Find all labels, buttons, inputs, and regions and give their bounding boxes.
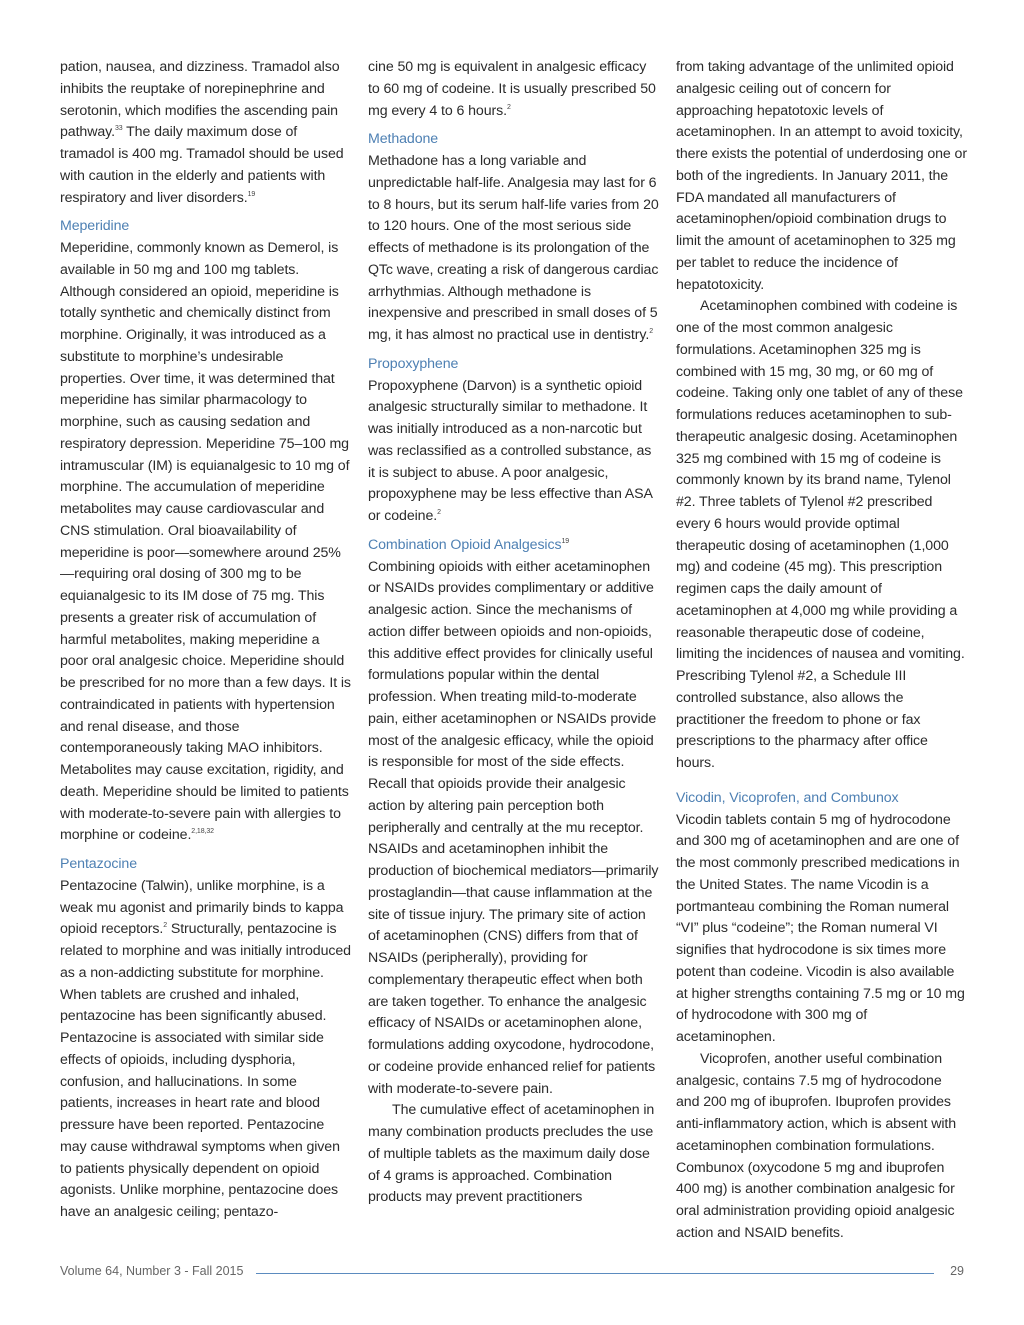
citation: 2 [163, 922, 167, 930]
paragraph-tylenol: Acetaminophen combined with codeine is one of the most common analgesic formulations. Acetaminophen 325 mg is combined with 15 mg, 30 mg, or 60 mg of codeine. Taking only one tablet of any of these formulations reduces acetaminophen to sub-therapeutic analgesic dosing. Acetaminophen 325 mg combined with 15 mg of codeine is commonly known by its brand name, Tylenol #2. Three tablets of Tylenol #2 prescribed every 6 hours would provide optimal therapeutic dosing of acetaminophen (1,000 mg) and codeine (45 mg). This prescription regimen caps the daily amount of acetaminophen at 4,000 mg while providing a reasonable therapeutic dose of codeine, limiting the incidences of nausea and vomiting. Prescribing Tylenol #2, a Schedule III controlled substance, also allows the practitioner the freedom to phone or fax prescriptions to the pharmacy after office hours. [676, 298, 965, 771]
citation: 2 [506, 103, 511, 111]
paragraph-pentazocine: Pentazocine (Talwin), unlike morphine, is a weak mu agonist and primarily binds to kappa opioid receptors.$^2$ Structurally, pentazocine is related to morphine and was initially introduced as a non-addicting substitute for morphine. When tablets are crushed and inhaled, pentazocine has been significantly abused. Pentazocine is associated with similar side effects of opioids, including dysphoria, confusion, and hallucinations. In some patients, increases in heart rate and blood pressure have been reported. Pentazocine may cause withdrawal symptoms when given to patients physically dependent on opioid agonists. Unlike morphine, pentazocine does have an analgesic ceiling; pentazo- [60, 877, 351, 1220]
page-number: 29 [950, 1264, 964, 1278]
paragraph-meperidine: Meperidine, commonly known as Demerol, is available in 50 mg and 100 mg tablets. Although considered an opioid, meperidine is totally synthetic and chemically distinct from morphine. Originally, it was introduced as a substitute to morphine’s undesirable properties. Over time, it was determined that meperidine has similar pharmacology to morphine, such as causing sedation and respiratory depression. Meperidine 75–100 mg intramuscular (IM) is equianalgesic to 10 mg of morphine. The accumulation of meperidine metabolites may cause cardiovascular and CNS stimulation. Oral bioavailability of meperidine is poor—somewhere around 25%—requiring oral dosing of 300 mg to be equianalgesic to its IM dose of 75 mg. This presents a greater risk of accumulation of harmful metabolites, making meperidine a poor oral analgesic choice. Meperidine should be prescribed for no more than a few days. It is contraindicated in patients with hypertension and renal disease, and those contemporaneously taking MAO inhibitors. Metabolites may cause excitation, rigidity, and death. Meperidine should be limited to patients with moderate-to-severe pain with allergies to morphine or codeine.$^{2,18,32}$ [60, 240, 351, 844]
citation: 2,18,32 [191, 828, 214, 836]
paragraph-propoxyphene: Propoxyphene (Darvon) is a synthetic opioid analgesic structurally similar to methadone. It was initially introduced as a non-narcotic but was reclassified as a controlled substance, as it is subject to abuse. A poor analgesic, propoxyphene may be less effective than ASA or codeine.$^2$ [368, 377, 653, 524]
column-3 [676, 57, 967, 1245]
citation: 2 [437, 509, 441, 516]
paragraph-hepatotoxicity: from taking advantage of the unlimited opioid analgesic ceiling out of concern for approaching hepatotoxic levels of acetaminophen. In an attempt to avoid toxicity, there exists the potential of underdosing one or both of the ingredients. In January 2011, the FDA mandated all manufacturers of acetaminophen/opioid combination drugs to limit the amount of acetaminophen to 325 mg per tablet to reduce the incidence of hepatotoxicity. [676, 59, 967, 293]
footer-rule [256, 1273, 934, 1274]
paragraph-pentazocine-cont: cine 50 mg is equivalent in analgesic efficacy to 60 mg of codeine. It is usually prescribed 50 mg every 4 to 6 hours.$^2$ [368, 59, 656, 119]
issue-info: Volume 64, Number 3 - Fall 2015 [60, 1264, 244, 1278]
paragraph-tramadol: pation, nausea, and dizziness. Tramadol also inhibits the reuptake of norepinephrine and serotonin, which modifies the ascending pain pathway.$^{33}$ The daily maximum dose of tramadol is 400 mg. Tramadol should be used with caution in the elderly and patients with respiratory and liver disorders.$^{19}$ [60, 59, 344, 206]
heading-meperidine: Meperidine [60, 218, 130, 235]
heading-pentazocine: Pentazocine [60, 856, 137, 872]
heading-methadone: Methadone [368, 131, 439, 148]
column-2 [368, 57, 659, 1209]
heading-propoxyphene: Propoxyphene [368, 355, 459, 372]
page-footer [60, 1264, 964, 1282]
paragraph-methadone: Methadone has a long variable and unpredictable half-life. Analgesia may last for 6 to 8 hours, but its serum half-life varies from 20 to 120 hours. One of the most serious side effects of methadone is its prolongation of the QTc wave, creating a risk of dangerous cardiac arrhythmias. Although methadone is inexpensive and prescribed in small doses of 5 mg, it has almost no practical use in dentistry.$^2$ [368, 153, 659, 343]
column-1 [60, 57, 351, 1224]
citation: 19 [247, 190, 256, 198]
paragraph-combination: Combining opioids with either acetaminophen or NSAIDs provides complimentary or additive analgesic action. Since the mechanisms of action differ between opioids and non-opioids, this additive effect provides for clinically useful formulations popular within the dental profession. When treating mild-to-moderate pain, either acetaminophen or NSAIDs provide most of the analgesic efficacy, while the opioid is responsible for most of the side effects. Recall that opioids provide their analgesic action by altering pain perception both peripherally and centrally at the mu receptor. NSAIDs and acetaminophen inhibit the production of biochemical mediators—primarily prostaglandin—that cause inflammation at the site of tissue injury. The primary site of action of acetaminophen (CNS) differs from that of NSAIDs (peripherally), providing for complementary therapeutic effect when both are taken together. To enhance the analgesic efficacy of NSAIDs or acetaminophen alone, formulations adding oxycodone, hydrocodone, or codeine provide enhanced relief for patients with moderate-to-severe pain. [368, 558, 659, 1097]
paragraph-vicodin: Vicodin tablets contain 5 mg of hydrocodone and 300 mg of acetaminophen and are one of the most commonly prescribed medications in the United States. The name Vicodin is a portmanteau combining the Roman numeral “VI” plus “codeine”; the Roman numeral VI signifies that hydrocodone is six times more potent than codeine. Vicodin is also available at higher strengths containing 7.5 mg or 10 mg of hydrocodone with 300 mg of acetaminophen. [676, 811, 965, 1045]
heading-combination-opioids: Combination Opioid Analgesics$^{19}$ [368, 536, 570, 553]
citation: 33 [114, 125, 123, 133]
citation: 2 [649, 328, 653, 335]
paragraph-vicoprofen: Vicoprofen, another useful combination analgesic, contains 7.5 mg of hydrocodone and 200 mg of ibuprofen. Ibuprofen provides anti-inflammatory action, which is absent with acetaminophen combination formulations. Combunox (oxycodone 5 mg and ibuprofen 400 mg) is another combination analgesic for oral administration providing opioid analgesic action and NSAID benefits. [676, 1050, 957, 1241]
heading-vicodin: Vicodin, Vicoprofen, and Combunox [676, 789, 899, 806]
paragraph-cumulative: The cumulative effect of acetaminophen in many combination products precludes the use of multiple tablets as the maximum daily dose of 4 grams is approached. Combination products may prevent practitioners [368, 1102, 655, 1206]
citation: 19 [561, 537, 570, 545]
